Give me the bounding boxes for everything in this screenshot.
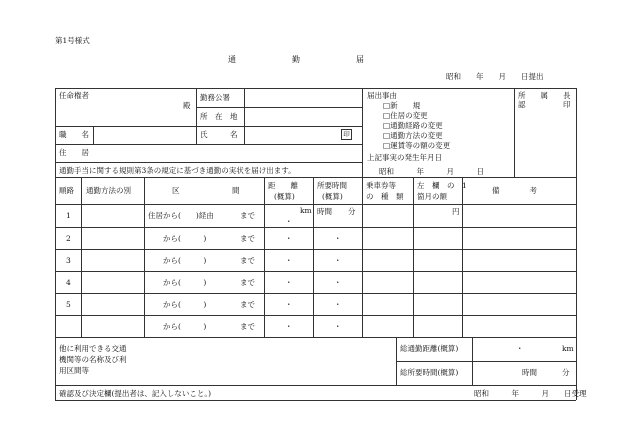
- divider: [55, 337, 576, 338]
- divider: [55, 204, 576, 205]
- divider: [55, 271, 576, 272]
- row-time-dot: ・: [334, 234, 342, 243]
- reason-item: □住居の変更: [383, 111, 428, 120]
- row-time-dot: ・: [334, 322, 342, 331]
- divider: [55, 293, 576, 294]
- divider: [313, 177, 314, 337]
- total-distance-label: 総通勤距離(概算): [400, 344, 459, 353]
- divider: [81, 177, 82, 337]
- row-distance-dot: ・: [285, 256, 293, 265]
- row-number: 1: [66, 211, 71, 220]
- total-time-unit-min: 分: [562, 368, 570, 377]
- frame-bottom: [55, 400, 576, 401]
- reason-item: □新 規: [383, 101, 421, 110]
- name-label: 氏 名: [200, 130, 238, 139]
- divider: [396, 361, 576, 362]
- dept-head-label: 所 属 長: [518, 91, 571, 100]
- col-ticket-note: の 種 類: [366, 192, 404, 201]
- col-remarks: 備 考: [492, 186, 537, 195]
- divider: [264, 177, 265, 337]
- row-number: 4: [66, 278, 71, 287]
- address-label: 住 居: [59, 148, 89, 157]
- frame-top: [55, 88, 576, 89]
- row-time-unit-min: 分: [348, 207, 356, 216]
- row-distance-dot: ・: [285, 217, 293, 226]
- col-ticket: 乗車券等: [366, 181, 396, 190]
- divider: [196, 88, 197, 144]
- row-from: から( ): [163, 256, 207, 265]
- col-time: 所要時間: [317, 181, 347, 190]
- row-number: 5: [66, 300, 71, 309]
- divider: [55, 315, 576, 316]
- reason-item: □通勤経路の変更: [383, 121, 443, 130]
- col-distance-note: (概算): [274, 192, 295, 201]
- divider: [55, 227, 576, 228]
- row-time-dot: ・: [334, 300, 342, 309]
- reason-header: 届出事由: [367, 91, 397, 100]
- row-distance-dot: ・: [285, 300, 293, 309]
- divider: [55, 126, 362, 127]
- row-to: まで: [240, 322, 255, 331]
- divider: [55, 249, 576, 250]
- divider: [55, 162, 362, 163]
- divider: [55, 177, 576, 178]
- row-time-dot: ・: [334, 256, 342, 265]
- confirmation-label: 確認及び決定欄(提出者は、記入しないこと。): [59, 389, 212, 398]
- divider: [514, 88, 515, 177]
- receipt-date: 昭和 年 月 日受理: [474, 389, 587, 398]
- row-to: まで: [240, 234, 255, 243]
- row-amount-unit: 円: [452, 207, 460, 216]
- divider: [196, 107, 362, 108]
- row-from: から( ): [163, 234, 207, 243]
- occurrence-date: 昭和 年 月 日: [379, 167, 484, 176]
- row-to: まで: [240, 300, 255, 309]
- total-time-unit-hour: 時間: [522, 368, 537, 377]
- dept-seal-label: 認 印: [518, 100, 571, 109]
- row-to: まで: [240, 278, 255, 287]
- row-from: から( ): [163, 300, 207, 309]
- row-distance-dot: ・: [285, 322, 293, 331]
- declaration-text: 通勤手当に関する規則第3条の規定に基づき通勤の実状を届け出ます。: [59, 166, 296, 175]
- col-method: 通勤方法の別: [86, 186, 131, 195]
- occurrence-label: 上記事実の発生年月日: [367, 153, 442, 162]
- total-distance-unit: km: [562, 344, 574, 353]
- frame-left: [55, 88, 56, 400]
- row-to: まで: [240, 211, 255, 220]
- total-time-label: 総所要時間(概算): [400, 368, 459, 377]
- divider: [244, 88, 245, 144]
- row-time-dot: ・: [334, 278, 342, 287]
- submit-date: 昭和 年 月 日提出: [446, 72, 544, 81]
- divider: [362, 88, 363, 177]
- row-number: 3: [66, 256, 71, 265]
- row-to: まで: [240, 256, 255, 265]
- row-from: 住居から( )経由: [148, 211, 214, 220]
- col-distance: 距 離: [268, 181, 298, 190]
- divider: [55, 144, 362, 145]
- position-label: 職 名: [59, 130, 89, 139]
- row-distance-dot: ・: [285, 234, 293, 243]
- appointer-label: 任命権者: [59, 91, 89, 100]
- divider: [55, 385, 576, 386]
- col-order: 順路: [59, 186, 74, 195]
- divider: [144, 177, 145, 337]
- col-section: 区 間: [172, 186, 240, 195]
- row-time-unit-hour: 時間: [317, 207, 332, 216]
- reason-item: □運賃等の額の変更: [383, 141, 451, 150]
- row-distance-unit: km: [300, 206, 312, 215]
- divider: [413, 177, 414, 337]
- other-transport-label: 他に利用できる交通: [59, 344, 127, 353]
- other-transport-label: 用区間等: [59, 366, 89, 375]
- frame-right: [576, 88, 577, 400]
- divider: [462, 177, 463, 337]
- row-from: から( ): [163, 322, 207, 331]
- reason-item: □通勤方法の変更: [383, 131, 443, 140]
- col-time-note: (概算): [322, 192, 343, 201]
- row-distance-dot: ・: [285, 278, 293, 287]
- office-location-label: 所 在 地: [200, 112, 238, 121]
- row-from: から( ): [163, 278, 207, 287]
- col-amount-note: 箇月の額: [417, 192, 447, 201]
- office-label: 勤務公署: [200, 93, 230, 102]
- divider: [93, 126, 94, 144]
- row-number: 2: [66, 234, 71, 243]
- divider: [362, 177, 363, 337]
- col-amount: 左 欄 の 1: [417, 181, 467, 190]
- appointer-suffix: 殿: [183, 101, 191, 110]
- seal-mark: 印: [341, 129, 352, 140]
- form-title: 通 勤 届: [228, 55, 364, 64]
- other-transport-label: 機関等の名称及び利: [59, 355, 127, 364]
- total-distance-dot: ・: [516, 344, 524, 353]
- form-number: 第1号様式: [55, 36, 90, 45]
